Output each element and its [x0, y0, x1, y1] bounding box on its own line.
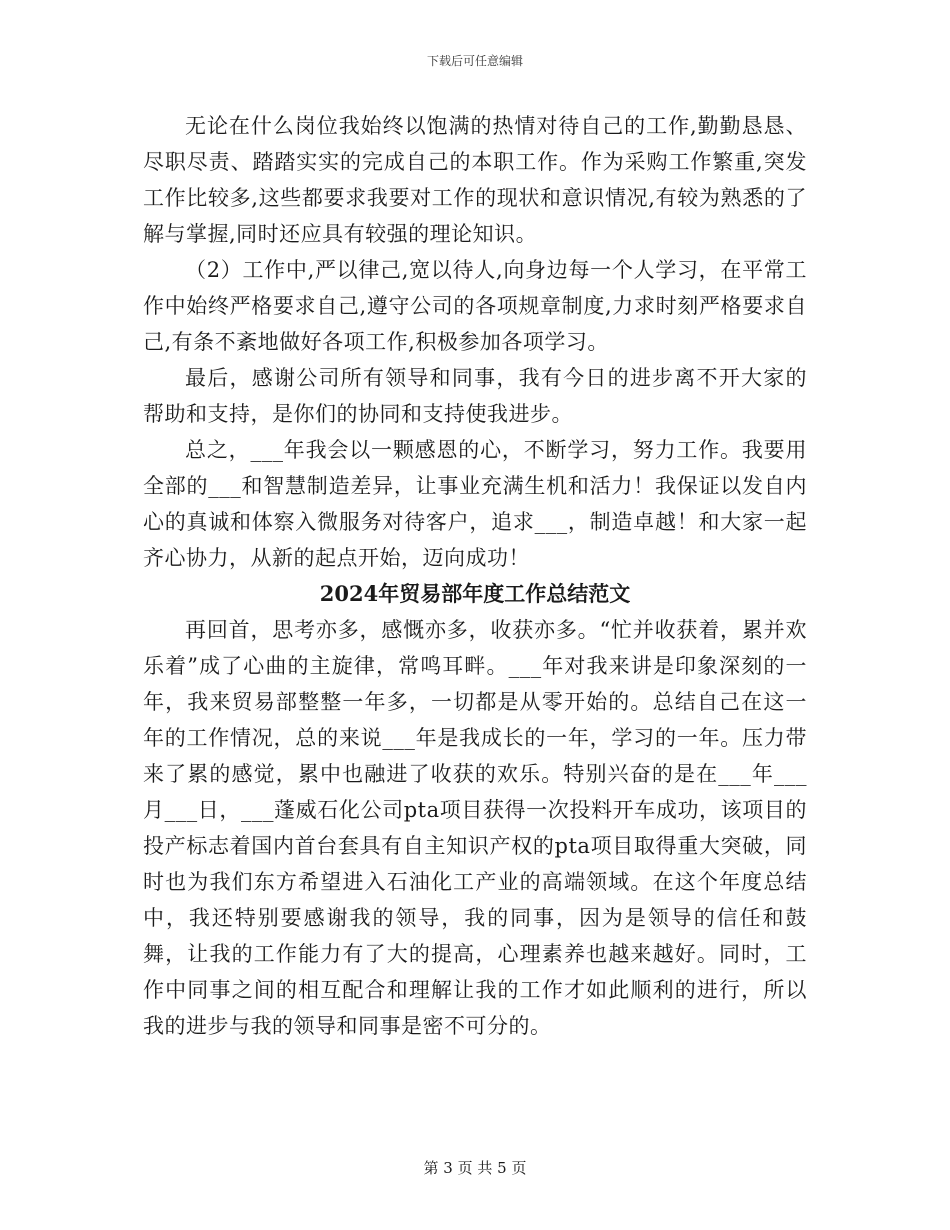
- page-footer: 第 3 页 共 5 页: [423, 1159, 527, 1177]
- page-header: 下载后可任意编辑: [426, 54, 523, 68]
- paragraph: 总之，___年我会以一颗感恩的心，不断学习，努力工作。我要用全部的___和智慧制造差异，让事业充满生机和活力！我保证以发自内心的真诚和体察入微服务对待客户，追求___，制造卓越！和大家一起齐心协力，从新的起点开始，迈向成功！: [143, 438, 807, 570]
- document-body: [143, 108, 807, 1044]
- paragraph: （2）工作中,严以律己,宽以待人,向身边每一个人学习，在平常工作中始终严格要求自己,遵守公司的各项规章制度,力求时刻严格要求自己,有条不紊地做好各项工作,积极参加各项学习。: [143, 258, 807, 354]
- paragraph: 无论在什么岗位我始终以饱满的热情对待自己的工作,勤勤恳恳、尽职尽责、踏踏实实的完成自己的本职工作。作为采购工作繁重,突发工作比较多,这些都要求我要对工作的现状和意识情况,有较为熟悉的了解与掌握,同时还应具有较强的理论知识。: [143, 114, 807, 246]
- paragraph: 最后，感谢公司所有领导和同事，我有今日的进步离不开大家的帮助和支持，是你们的协同和支持使我进步。: [143, 366, 807, 426]
- paragraph: 再回首，思考亦多，感慨亦多，收获亦多。“忙并收获着，累并欢乐着”成了心曲的主旋律，常鸣耳畔。___年对我来讲是印象深刻的一年，我来贸易部整整一年多，一切都是从零开始的。总结自己在这一年的工作情况，总的来说___年是我成长的一年，学习的一年。压力带来了累的感觉，累中也融进了收获的欢乐。特别兴奋的是在___年___月___日，___蓬威石化公司pta项目获得一次投料开车成功，该项目的投产标志着国内首台套具有自主知识产权的pta项目取得重大突破，同时也为我们东方希望进入石油化工产业的高端领域。在这个年度总结中，我还特别要感谢我的领导，我的同事，因为是领导的信任和鼓舞，让我的工作能力有了大的提高，心理素养也越来越好。同时，工作中同事之间的相互配合和理解让我的工作才如此顺利的进行，所以我的进步与我的领导和同事是密不可分的。: [143, 618, 807, 1038]
- section-title: 2024年贸易部年度工作总结范文: [319, 581, 631, 606]
